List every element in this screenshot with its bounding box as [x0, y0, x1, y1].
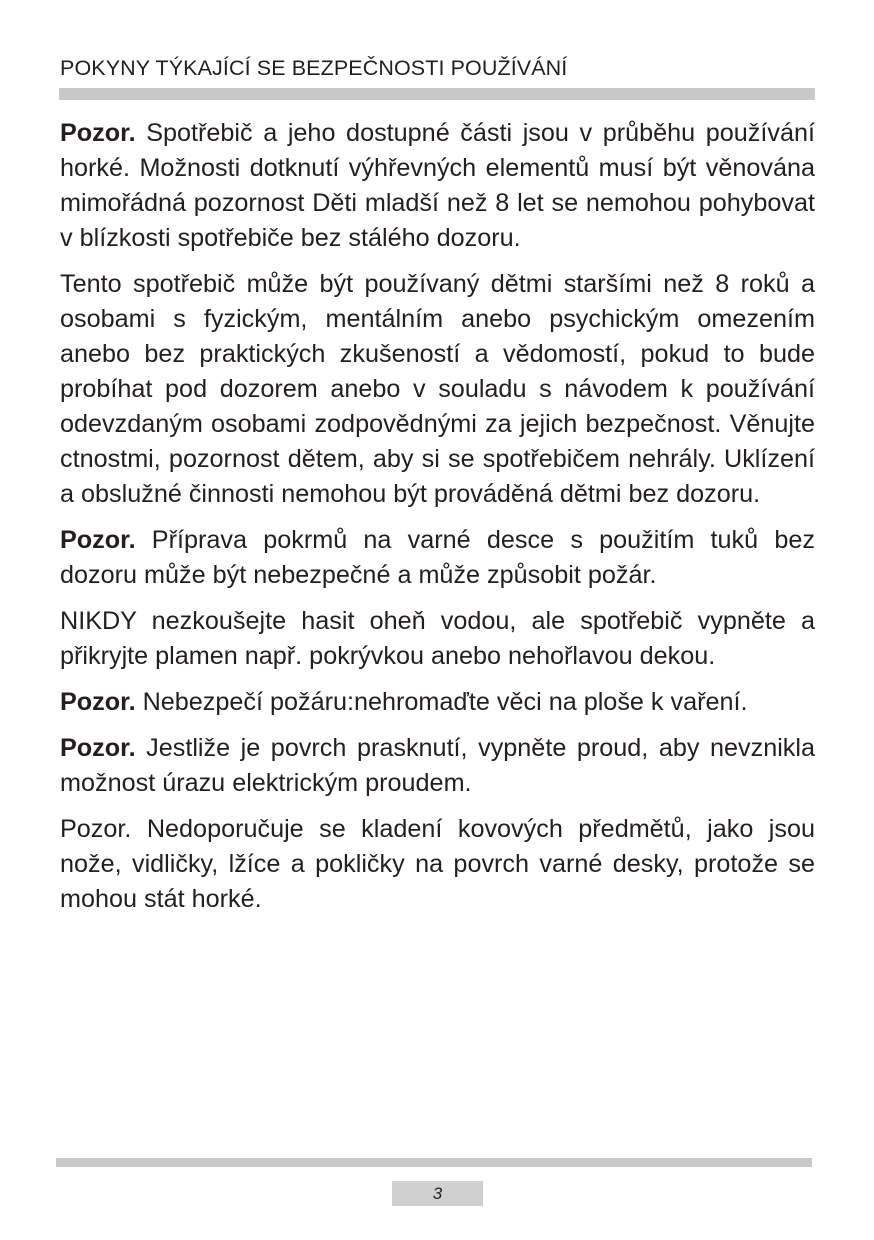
document-body [60, 116, 815, 928]
paragraph-never-water [60, 604, 815, 674]
paragraph-metal-objects [60, 812, 815, 917]
paragraph-text: Tento spotřebič může být používaný dětmi staršími než 8 roků a osobami s fyzickým, mentálním anebo psychickým omezením anebo bez praktických zkušeností a vědomostí, pokud to bude probíhat pod dozorem anebo v souladu s návodem k používání odevzdaným osobami zodpovědnými za jejich bezpečnost. Věnujte ctnostmi, pozornost dětem, aby si se spotřebičem nehrály. Uklízení a obslužné činnosti nemohou být prováděná dětmi bez dozoru. [60, 270, 815, 508]
paragraph-text: Příprava pokrmů na varné desce s použitím tuků bez dozoru může být nebezpečné a může způsobit požár. [60, 526, 815, 589]
paragraph-text: Pozor. Nedoporučuje se kladení kovových předmětů, jako jsou nože, vidličky, lžíce a pokličky na povrch varné desky, protože se mohou stát horké. [60, 815, 815, 913]
paragraph-children-use [60, 267, 815, 512]
footer-divider [56, 1158, 812, 1167]
page-title: POKYNY TÝKAJÍCÍ SE BEZPEČNOSTI POUŽÍVÁNÍ [60, 56, 568, 80]
paragraph-text: Jestliže je povrch prasknutí, vypněte proud, aby nevznikla možnost úrazu elektrickým proudem. [60, 734, 815, 797]
paragraph-warning-fire [60, 685, 815, 720]
paragraph-lead: Pozor. [60, 119, 136, 147]
page-number: 3 [392, 1181, 483, 1206]
paragraph-warning-cracked-surface [60, 731, 815, 801]
paragraph-text: Spotřebič a jeho dostupné části jsou v průběhu používání horké. Možnosti dotknutí výhřevných elementů musí být věnována mimořádná pozornost Děti mladší než 8 let se nemohou pohybovat v blízkosti spotřebiče bez stálého dozoru. [60, 119, 815, 252]
paragraph-text: NIKDY nezkoušejte hasit oheň vodou, ale spotřebič vypněte a přikryjte plamen např. pokrývkou anebo nehořlavou dekou. [60, 607, 815, 670]
paragraph-warning-hot-parts [60, 116, 815, 256]
paragraph-lead: Pozor. [60, 688, 136, 716]
paragraph-lead: Pozor. [60, 526, 136, 554]
paragraph-lead: Pozor. [60, 734, 136, 762]
title-divider [59, 88, 815, 100]
paragraph-text: Nebezpečí požáru:nehromaďte věci na ploše k vaření. [135, 688, 748, 716]
paragraph-warning-fats [60, 523, 815, 593]
